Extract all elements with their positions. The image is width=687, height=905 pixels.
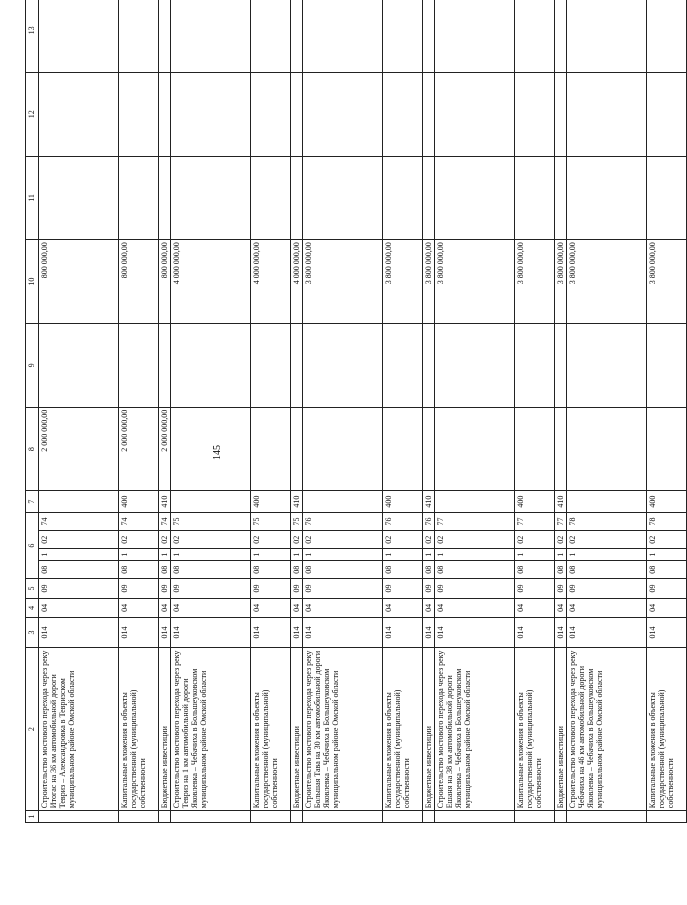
code-cell-5: 09 [555, 579, 567, 598]
code-cell-6a: 08 [39, 561, 119, 579]
code-cell-6a: 08 [555, 561, 567, 579]
row-name-cell: Бюджетные инвестиции [159, 648, 171, 811]
amount-cell-8 [291, 407, 303, 491]
amount-cell-13 [435, 0, 515, 72]
amount-cell-12 [383, 72, 423, 156]
code-cell-3: 014 [291, 618, 303, 648]
code-cell-6a: 08 [159, 561, 171, 579]
amount-cell-9 [39, 324, 119, 408]
code-cell-5: 09 [383, 579, 423, 598]
code-cell-7: 400 [515, 491, 555, 512]
code-cell-6a: 08 [171, 561, 251, 579]
code-cell-3: 014 [303, 618, 383, 648]
code-cell-4: 04 [555, 598, 567, 617]
code-cell-5: 09 [159, 579, 171, 598]
table-row [119, 0, 159, 823]
code-cell-6c: 02 [291, 531, 303, 549]
code-cell-6d: 75 [171, 512, 251, 530]
amount-cell-8 [423, 407, 435, 491]
row-index-cell [435, 811, 515, 823]
code-cell-6d: 77 [555, 512, 567, 530]
amount-cell-9 [303, 324, 383, 408]
amount-cell-12 [119, 72, 159, 156]
code-cell-6c: 02 [515, 531, 555, 549]
code-cell-3: 014 [423, 618, 435, 648]
code-cell-6d: 78 [647, 512, 687, 530]
code-cell-6b: 1 [423, 549, 435, 561]
row-name-cell: Строительство мостового перехода через реку Большая Тава на 30 км автомобильной дороги Яковлевка – Чебачиха в Большеуковском муниципальном районе Омской области [303, 648, 383, 811]
amount-cell-11 [251, 156, 291, 240]
code-cell-7: 400 [119, 491, 159, 512]
amount-cell-11 [291, 156, 303, 240]
amount-cell-12 [39, 72, 119, 156]
col-header-7: 7 [26, 491, 39, 512]
code-cell-5: 09 [647, 579, 687, 598]
code-cell-3: 014 [435, 618, 515, 648]
code-cell-6d: 74 [39, 512, 119, 530]
code-cell-6d: 76 [423, 512, 435, 530]
amount-cell-9 [159, 324, 171, 408]
code-cell-6b: 1 [383, 549, 423, 561]
code-cell-6b: 1 [647, 549, 687, 561]
table-row [39, 0, 119, 823]
row-name-cell: Капитальные вложения в объекты государственной (муниципальной) собственности [383, 648, 423, 811]
col-header-8: 8 [26, 407, 39, 491]
code-cell-6b: 1 [555, 549, 567, 561]
amount-cell-8 [171, 407, 251, 491]
table-row [291, 0, 303, 823]
code-cell-6b: 1 [435, 549, 515, 561]
table-row [647, 0, 687, 823]
code-cell-7 [435, 491, 515, 512]
code-cell-7: 400 [647, 491, 687, 512]
code-cell-5: 09 [515, 579, 555, 598]
col-header-10: 10 [26, 240, 39, 324]
row-index-cell [119, 811, 159, 823]
code-cell-4: 04 [423, 598, 435, 617]
code-cell-6b: 1 [303, 549, 383, 561]
code-cell-6a: 08 [567, 561, 647, 579]
amount-cell-11 [159, 156, 171, 240]
code-cell-4: 04 [251, 598, 291, 617]
amount-cell-12 [291, 72, 303, 156]
amount-cell-8: 2 000 000,00 [159, 407, 171, 491]
code-cell-7 [303, 491, 383, 512]
amount-cell-13 [159, 0, 171, 72]
table-row [159, 0, 171, 823]
amount-cell-8: 2 000 000,00 [119, 407, 159, 491]
amount-cell-9 [291, 324, 303, 408]
table-row [171, 0, 251, 823]
code-cell-7: 410 [159, 491, 171, 512]
code-cell-6b: 1 [159, 549, 171, 561]
code-cell-3: 014 [555, 618, 567, 648]
amount-cell-10: 800 000,00 [119, 240, 159, 324]
code-cell-6d: 75 [291, 512, 303, 530]
code-cell-5: 09 [423, 579, 435, 598]
code-cell-6c: 02 [119, 531, 159, 549]
amount-cell-9 [647, 324, 687, 408]
col-header-13: 13 [26, 0, 39, 72]
row-index-cell [159, 811, 171, 823]
amount-cell-10: 3 800 000,00 [555, 240, 567, 324]
code-cell-5: 09 [39, 579, 119, 598]
col-header-12: 12 [26, 72, 39, 156]
col-header-2: 2 [26, 648, 39, 811]
amount-cell-10: 3 800 000,00 [515, 240, 555, 324]
row-index-cell [555, 811, 567, 823]
code-cell-6c: 02 [423, 531, 435, 549]
amount-cell-10: 800 000,00 [159, 240, 171, 324]
code-cell-7 [171, 491, 251, 512]
table-row [435, 0, 515, 823]
row-name-cell: Бюджетные инвестиции [291, 648, 303, 811]
row-name-cell: Строительство мостового перехода через реку Тевриз на 1 км автомобильной дороги Яковлевка – Чебачиха в Большеуковском муниципальном районе Омской области [171, 648, 251, 811]
row-name-cell: Бюджетные инвестиции [555, 648, 567, 811]
code-cell-5: 09 [171, 579, 251, 598]
amount-cell-12 [171, 72, 251, 156]
row-index-cell [647, 811, 687, 823]
code-cell-6d: 77 [435, 512, 515, 530]
code-cell-4: 04 [567, 598, 647, 617]
code-cell-6d: 76 [303, 512, 383, 530]
code-cell-6d: 76 [383, 512, 423, 530]
code-cell-6b: 1 [515, 549, 555, 561]
amount-cell-10: 3 800 000,00 [435, 240, 515, 324]
amount-cell-8 [383, 407, 423, 491]
code-cell-6d: 78 [567, 512, 647, 530]
amount-cell-8 [567, 407, 647, 491]
row-name-cell: Капитальные вложения в объекты государственной (муниципальной) собственности [647, 648, 687, 811]
amount-cell-9 [555, 324, 567, 408]
amount-cell-13 [291, 0, 303, 72]
amount-cell-13 [567, 0, 647, 72]
row-name-cell: Строительство мостового перехода через реку Ешаня на 38 км автомобильной дороги Яковлевка – Чебачиха в Большеуковском муниципальном районе Омской области [435, 648, 515, 811]
amount-cell-12 [251, 72, 291, 156]
code-cell-3: 014 [647, 618, 687, 648]
amount-cell-13 [383, 0, 423, 72]
code-cell-3: 014 [39, 618, 119, 648]
col-header-9: 9 [26, 324, 39, 408]
amount-cell-10: 3 800 000,00 [647, 240, 687, 324]
amount-cell-13 [119, 0, 159, 72]
amount-cell-12 [555, 72, 567, 156]
code-cell-4: 04 [383, 598, 423, 617]
code-cell-6a: 08 [383, 561, 423, 579]
code-cell-7: 410 [555, 491, 567, 512]
code-cell-7: 400 [251, 491, 291, 512]
row-index-cell [171, 811, 251, 823]
code-cell-5: 09 [119, 579, 159, 598]
amount-cell-12 [435, 72, 515, 156]
code-cell-3: 014 [383, 618, 423, 648]
code-cell-7: 410 [423, 491, 435, 512]
code-cell-3: 014 [171, 618, 251, 648]
code-cell-4: 04 [159, 598, 171, 617]
amount-cell-10: 4 000 000,00 [291, 240, 303, 324]
row-name-cell: Капитальные вложения в объекты государственной (муниципальной) собственности [251, 648, 291, 811]
amount-cell-12 [159, 72, 171, 156]
code-cell-3: 014 [251, 618, 291, 648]
row-index-cell [251, 811, 291, 823]
row-index-cell [39, 811, 119, 823]
table-row [567, 0, 647, 823]
amount-cell-10: 4 000 000,00 [251, 240, 291, 324]
code-cell-6c: 02 [555, 531, 567, 549]
code-cell-6c: 02 [647, 531, 687, 549]
code-cell-6c: 02 [435, 531, 515, 549]
amount-cell-9 [251, 324, 291, 408]
row-name-cell: Капитальные вложения в объекты государственной (муниципальной) собственности [119, 648, 159, 811]
row-name-cell: Строительство мостового перехода через реку Чебачиха на 46 км автомобильной дороги Яковлевка – Чебачиха в Большеуковском муниципальном районе Омской области [567, 648, 647, 811]
code-cell-6c: 02 [567, 531, 647, 549]
amount-cell-8 [435, 407, 515, 491]
code-cell-6a: 08 [435, 561, 515, 579]
code-cell-4: 04 [647, 598, 687, 617]
code-cell-6d: 75 [251, 512, 291, 530]
code-cell-6c: 02 [383, 531, 423, 549]
table-row [423, 0, 435, 823]
amount-cell-11 [303, 156, 383, 240]
amount-cell-10: 3 800 000,00 [567, 240, 647, 324]
amount-cell-10: 3 800 000,00 [303, 240, 383, 324]
code-cell-5: 09 [567, 579, 647, 598]
header-row [26, 0, 39, 823]
amount-cell-11 [383, 156, 423, 240]
code-cell-6c: 02 [171, 531, 251, 549]
code-cell-4: 04 [39, 598, 119, 617]
code-cell-4: 04 [435, 598, 515, 617]
table-body [39, 0, 687, 823]
code-cell-7: 410 [291, 491, 303, 512]
code-cell-3: 014 [119, 618, 159, 648]
table-row [555, 0, 567, 823]
row-index-cell [383, 811, 423, 823]
code-cell-6d: 74 [119, 512, 159, 530]
amount-cell-9 [119, 324, 159, 408]
amount-cell-10: 4 000 000,00 [171, 240, 251, 324]
code-cell-7 [39, 491, 119, 512]
code-cell-3: 014 [159, 618, 171, 648]
code-cell-4: 04 [303, 598, 383, 617]
amount-cell-10: 800 000,00 [39, 240, 119, 324]
amount-cell-11 [555, 156, 567, 240]
table-row [303, 0, 383, 823]
amount-cell-8 [555, 407, 567, 491]
code-cell-6b: 1 [119, 549, 159, 561]
amount-cell-13 [555, 0, 567, 72]
code-cell-6c: 02 [39, 531, 119, 549]
row-index-cell [291, 811, 303, 823]
amount-cell-8: 2 000 000,00 [39, 407, 119, 491]
code-cell-6c: 02 [159, 531, 171, 549]
amount-cell-9 [567, 324, 647, 408]
page-number: 145 [212, 445, 223, 460]
code-cell-6b: 1 [567, 549, 647, 561]
code-cell-3: 014 [567, 618, 647, 648]
code-cell-6a: 08 [119, 561, 159, 579]
table-row [251, 0, 291, 823]
code-cell-5: 09 [303, 579, 383, 598]
amount-cell-13 [39, 0, 119, 72]
row-index-cell [303, 811, 383, 823]
code-cell-5: 09 [291, 579, 303, 598]
code-cell-3: 014 [515, 618, 555, 648]
col-header-3: 3 [26, 618, 39, 648]
code-cell-7 [567, 491, 647, 512]
amount-cell-11 [647, 156, 687, 240]
amount-cell-13 [515, 0, 555, 72]
amount-cell-13 [423, 0, 435, 72]
amount-cell-11 [423, 156, 435, 240]
row-index-cell [423, 811, 435, 823]
code-cell-6b: 1 [251, 549, 291, 561]
code-cell-6d: 77 [515, 512, 555, 530]
code-cell-6a: 08 [515, 561, 555, 579]
code-cell-6d: 74 [159, 512, 171, 530]
amount-cell-8 [647, 407, 687, 491]
amount-cell-12 [303, 72, 383, 156]
col-header-4: 4 [26, 598, 39, 617]
code-cell-5: 09 [435, 579, 515, 598]
code-cell-7: 400 [383, 491, 423, 512]
code-cell-6a: 08 [291, 561, 303, 579]
code-cell-6a: 08 [647, 561, 687, 579]
amount-cell-13 [647, 0, 687, 72]
amount-cell-9 [171, 324, 251, 408]
amount-cell-11 [435, 156, 515, 240]
amount-cell-11 [567, 156, 647, 240]
amount-cell-11 [171, 156, 251, 240]
code-cell-6a: 08 [303, 561, 383, 579]
code-cell-6a: 08 [423, 561, 435, 579]
amount-cell-9 [515, 324, 555, 408]
amount-cell-9 [435, 324, 515, 408]
row-name-cell: Капитальные вложения в объекты государственной (муниципальной) собственности [515, 648, 555, 811]
code-cell-5: 09 [251, 579, 291, 598]
row-name-cell: Бюджетные инвестиции [423, 648, 435, 811]
budget-table [25, 0, 687, 823]
table-row [383, 0, 423, 823]
code-cell-4: 04 [515, 598, 555, 617]
amount-cell-13 [303, 0, 383, 72]
col-header-1: 1 [26, 811, 39, 823]
code-cell-6b: 1 [291, 549, 303, 561]
code-cell-6c: 02 [303, 531, 383, 549]
row-index-cell [567, 811, 647, 823]
code-cell-4: 04 [291, 598, 303, 617]
amount-cell-11 [119, 156, 159, 240]
amount-cell-13 [171, 0, 251, 72]
amount-cell-10: 3 800 000,00 [383, 240, 423, 324]
amount-cell-10: 3 800 000,00 [423, 240, 435, 324]
col-header-5: 5 [26, 579, 39, 598]
amount-cell-12 [567, 72, 647, 156]
code-cell-6b: 1 [171, 549, 251, 561]
amount-cell-8 [251, 407, 291, 491]
table-row [515, 0, 555, 823]
amount-cell-9 [383, 324, 423, 408]
amount-cell-8 [303, 407, 383, 491]
code-cell-6c: 02 [251, 531, 291, 549]
amount-cell-12 [423, 72, 435, 156]
amount-cell-13 [251, 0, 291, 72]
code-cell-6a: 08 [251, 561, 291, 579]
amount-cell-12 [515, 72, 555, 156]
code-cell-4: 04 [171, 598, 251, 617]
amount-cell-11 [39, 156, 119, 240]
code-cell-6b: 1 [39, 549, 119, 561]
row-index-cell [515, 811, 555, 823]
col-header-11: 11 [26, 156, 39, 240]
col-header-6: 6 [26, 512, 39, 579]
code-cell-4: 04 [119, 598, 159, 617]
row-name-cell: Строительство мостового перехода через реку Итогас на 36 км автомобильной дороги Тевриз – Александровка в Тевризском муниципальном районе Омской области [39, 648, 119, 811]
amount-cell-9 [423, 324, 435, 408]
amount-cell-12 [647, 72, 687, 156]
amount-cell-11 [515, 156, 555, 240]
amount-cell-8 [515, 407, 555, 491]
